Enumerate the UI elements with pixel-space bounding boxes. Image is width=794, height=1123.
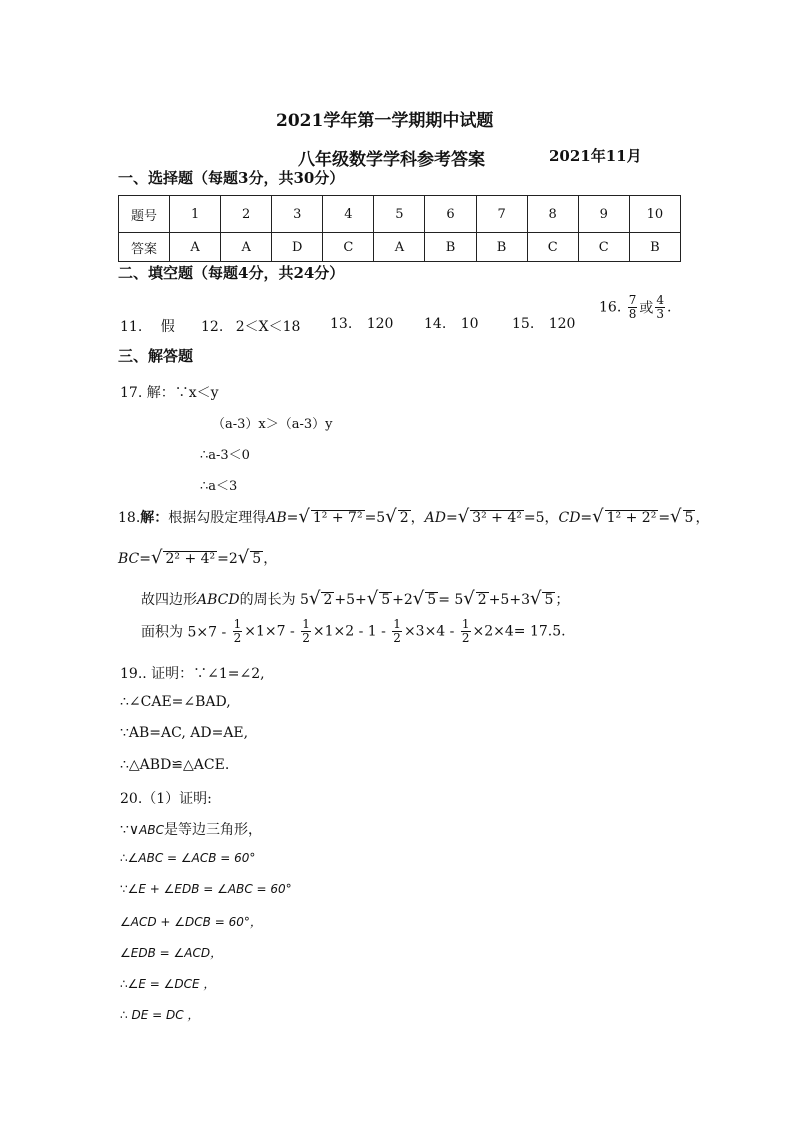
- area-term: ×2×4= 17.5.: [472, 623, 566, 640]
- perimeter-prefix: 故四边形: [141, 592, 197, 608]
- radicand: 5: [381, 592, 391, 608]
- fraction-numerator: 4: [656, 293, 664, 307]
- comma: ，: [263, 551, 278, 567]
- table-cell: 7: [476, 196, 527, 233]
- table-cell: C: [527, 233, 578, 262]
- result: =5: [364, 510, 386, 526]
- fill-answer: 假: [160, 319, 175, 335]
- section3-heading: 三、解答题: [118, 347, 194, 365]
- triangle-name: ABC: [139, 823, 164, 837]
- document-date: 2021年11月: [549, 147, 642, 165]
- q18-line1: [118, 506, 709, 527]
- fill-number: 14.: [424, 316, 447, 332]
- equals: =: [445, 510, 458, 526]
- table-cell: 10: [629, 196, 680, 233]
- table-cell: 3: [272, 196, 323, 233]
- radicand: 2: [477, 592, 487, 608]
- fill-answer: 10: [460, 316, 479, 332]
- fraction-denominator: 2: [233, 631, 242, 645]
- fraction-denominator: 2: [302, 631, 310, 645]
- radicand: 2: [399, 510, 409, 526]
- q18-jie: 解：: [140, 510, 169, 526]
- segment-cd: CD: [558, 510, 581, 526]
- quadrilateral-name: ABCD: [197, 592, 240, 608]
- fill-answer: 2＜X＜18: [235, 319, 301, 335]
- comma: ，: [695, 510, 710, 526]
- area-term: ×1×2 - 1 -: [312, 623, 386, 640]
- fill-item-11: [120, 316, 175, 336]
- perimeter-text: 的周长为 5: [239, 592, 309, 608]
- radicand: 5: [684, 510, 694, 526]
- fraction-half: [301, 618, 311, 645]
- sqrt-icon: √: [412, 588, 425, 609]
- q20-line1: 20.（1）证明:: [120, 791, 212, 807]
- semicolon: ；: [555, 592, 570, 608]
- table-cell: D: [272, 233, 323, 262]
- q20-line3: ∴∠ABC = ∠ACB = 60°: [120, 851, 256, 865]
- table-cell: C: [578, 233, 629, 262]
- sqrt-icon: √: [298, 506, 310, 527]
- fill-item-13: [330, 316, 393, 332]
- fraction-half: [233, 618, 243, 645]
- sqrt-icon: √: [237, 547, 250, 568]
- fill-number: 11.: [120, 319, 143, 335]
- table-cell: A: [221, 233, 272, 262]
- equals: =: [580, 510, 593, 526]
- q17-line1: 17. 解：∵x＜y: [120, 385, 219, 401]
- segment-ab: AB: [266, 510, 287, 526]
- radicand: 3² + 4²: [472, 510, 522, 526]
- fill-number: 16.: [599, 299, 622, 316]
- answer-table: [118, 195, 681, 262]
- table-header-cell: 题号: [119, 196, 170, 233]
- radicand: 1² + 2²: [606, 510, 657, 526]
- sqrt-icon: √: [385, 506, 397, 527]
- fraction: [655, 294, 665, 321]
- fraction-numerator: 7: [628, 293, 637, 307]
- table-cell: B: [476, 233, 527, 262]
- table-cell: A: [170, 233, 221, 262]
- segment-ad: AD: [424, 510, 446, 526]
- sqrt-icon: √: [457, 506, 470, 527]
- perimeter-term: +2: [392, 592, 413, 608]
- equals: =: [286, 510, 299, 526]
- q20-text: 是等边三角形，: [163, 822, 262, 838]
- fraction-denominator: 2: [393, 631, 401, 645]
- perimeter-term: = 5: [438, 592, 464, 608]
- q20-line2: [120, 819, 262, 839]
- fill-number: 13.: [330, 316, 353, 332]
- fraction: [628, 294, 638, 321]
- q19-line3: ∵AB=AC, AD=AE,: [120, 725, 249, 741]
- fraction-half: [461, 618, 471, 645]
- radicand: 2: [323, 592, 333, 608]
- q17-line3: ∴a-3＜0: [200, 448, 250, 463]
- fill-answer: 120: [366, 316, 394, 332]
- document-subtitle: 八年级数学学科参考答案: [298, 150, 485, 170]
- table-cell: 8: [527, 196, 578, 233]
- fraction-numerator: 1: [302, 617, 310, 631]
- radicand: 5: [252, 551, 262, 567]
- q18-line2: [118, 547, 277, 568]
- q17-line4: ∴a＜3: [200, 479, 238, 494]
- segment-bc: BC: [118, 551, 140, 567]
- sqrt-icon: √: [308, 588, 321, 609]
- section2-heading: 二、填空题（每题4分，共24分）: [118, 264, 345, 282]
- q20-line8: ∴ DE = DC ，: [120, 1008, 200, 1022]
- or-text: 或: [639, 300, 654, 317]
- comma: ，: [410, 510, 425, 526]
- equals: =: [658, 510, 671, 526]
- fill-item-12: [201, 316, 300, 336]
- document-title: 2021学年第一学期期中试题: [276, 111, 494, 131]
- equals: =: [139, 551, 151, 567]
- because-symbol: ∵∨: [120, 822, 140, 838]
- fill-item-14: [424, 316, 479, 332]
- table-row-answers: [119, 233, 681, 262]
- table-row-numbers: [119, 196, 681, 233]
- table-cell: C: [323, 233, 374, 262]
- table-cell: 5: [374, 196, 425, 233]
- radicand: 2² + 4²: [165, 551, 216, 567]
- fraction-denominator: 8: [628, 307, 637, 321]
- q18-perimeter: [141, 588, 569, 609]
- q17-line2: （a-3）x＞（a-3）y: [212, 417, 333, 432]
- fill-item-16: [599, 294, 671, 321]
- radicand: 5: [427, 592, 437, 608]
- sqrt-icon: √: [592, 506, 604, 527]
- q20-line7: ∴∠E = ∠DCE ，: [120, 977, 216, 991]
- area-term: ×1×7 -: [244, 623, 295, 640]
- section1-heading: 一、选择题（每题3分，共30分）: [118, 169, 345, 187]
- fraction-half: [392, 618, 402, 645]
- q20-line5: ∠ACD + ∠DCB = 60°，: [120, 915, 262, 929]
- q20-line4: ∵∠E + ∠EDB = ∠ABC = 60°: [120, 882, 292, 896]
- table-cell: A: [374, 233, 425, 262]
- q18-text: 根据勾股定理得: [168, 510, 267, 526]
- sqrt-icon: √: [529, 588, 542, 609]
- sqrt-icon: √: [463, 588, 475, 609]
- fraction-denominator: 3: [656, 307, 664, 321]
- fraction-numerator: 1: [461, 617, 470, 631]
- fill-answer: 120: [548, 316, 576, 332]
- result: =2: [217, 551, 238, 567]
- q20-line6: ∠EDB = ∠ACD，: [120, 946, 223, 960]
- table-cell: 1: [170, 196, 221, 233]
- table-cell: B: [425, 233, 476, 262]
- q19-line2: ∴∠CAE=∠BAD,: [120, 694, 231, 710]
- radicand: 1² + 7²: [312, 510, 363, 526]
- sqrt-icon: √: [151, 547, 163, 568]
- fraction-numerator: 1: [233, 617, 242, 631]
- q19-line1: 19.. 证明：∵∠1=∠2,: [120, 666, 265, 682]
- table-cell: 6: [425, 196, 476, 233]
- area-term: ×3×4 -: [403, 623, 455, 640]
- radicand: 5: [544, 592, 554, 608]
- sqrt-icon: √: [366, 588, 379, 609]
- table-cell: 9: [578, 196, 629, 233]
- period: .: [667, 299, 672, 316]
- perimeter-term: +5+3: [488, 592, 530, 608]
- fraction-numerator: 1: [393, 617, 401, 631]
- table-header-cell: 答案: [119, 233, 170, 262]
- fill-number: 12.: [201, 319, 224, 335]
- q18-number: 18.: [118, 510, 141, 526]
- table-cell: B: [629, 233, 680, 262]
- result: =5，: [523, 510, 559, 526]
- fill-item-15: [512, 316, 575, 332]
- perimeter-term: +5+: [334, 592, 367, 608]
- q19-line4: ∴△ABD≌△ACE.: [120, 757, 230, 773]
- sqrt-icon: √: [670, 506, 682, 527]
- table-cell: 4: [323, 196, 374, 233]
- fraction-denominator: 2: [461, 631, 470, 645]
- area-prefix: 面积为 5×7 -: [141, 624, 227, 641]
- fill-number: 15.: [512, 316, 535, 332]
- table-cell: 2: [221, 196, 272, 233]
- q18-area: [141, 618, 566, 645]
